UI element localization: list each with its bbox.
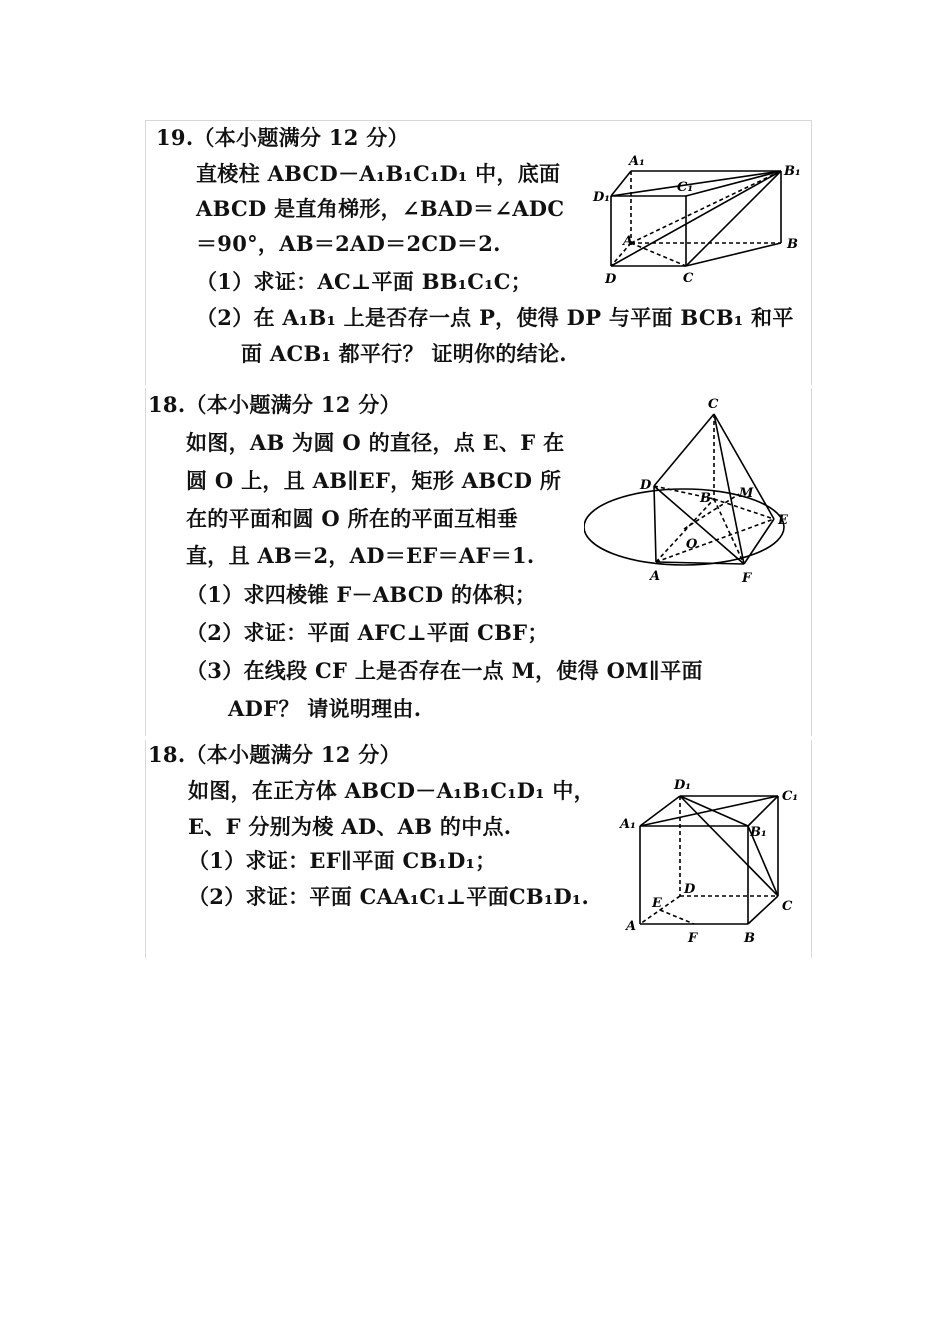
vertex-label: A bbox=[650, 569, 661, 584]
vertex-label: D₁ bbox=[593, 190, 610, 205]
vertex-label: A bbox=[626, 919, 637, 934]
cube-figure bbox=[618, 776, 808, 951]
vertex-label: F bbox=[742, 571, 752, 584]
vertex-label: C₁ bbox=[782, 789, 799, 804]
vertex-label: C bbox=[683, 271, 694, 286]
problem-18a-panel bbox=[145, 388, 812, 736]
vertex-label: C bbox=[708, 397, 719, 412]
vertex-label: D bbox=[684, 882, 696, 897]
problem-text-line: （1）求四棱锥 F－ABCD 的体积； bbox=[186, 582, 537, 607]
vertex-label: A₁ bbox=[629, 154, 645, 169]
problem-text-line: （2）求证：平面 AFC⊥平面 CBF； bbox=[186, 620, 549, 645]
prism-figure bbox=[591, 151, 806, 291]
problem-text-line: E、F 分别为棱 AD、AB 的中点. bbox=[188, 814, 512, 839]
vertex-label: B bbox=[787, 237, 798, 252]
problem-18b-panel bbox=[145, 740, 812, 958]
problem-text-line: （2）在 A₁B₁ 上是否存一点 P，使得 DP 与平面 BCB₁ 和平 bbox=[196, 305, 794, 330]
problem-header: 19.（本小题满分 12 分） bbox=[156, 125, 409, 150]
vertex-label: E bbox=[778, 513, 788, 528]
problem-text-line: 在的平面和圆 O 所在的平面互相垂 bbox=[186, 506, 519, 531]
problem-text-line: （1）求证：EF∥平面 CB₁D₁； bbox=[188, 848, 497, 873]
circle-pyramid-figure bbox=[584, 394, 806, 584]
vertex-label: A₁ bbox=[620, 817, 636, 832]
vertex-label: B bbox=[744, 931, 755, 946]
vertex-label: O bbox=[686, 537, 698, 552]
vertex-label: B₁ bbox=[750, 825, 767, 840]
problem-19-panel bbox=[145, 120, 812, 385]
problem-text-line: 直棱柱 ABCD－A₁B₁C₁D₁ 中，底面 bbox=[196, 161, 561, 186]
problem-text-line: 圆 O 上，且 AB∥EF，矩形 ABCD 所 bbox=[186, 468, 562, 493]
vertex-label: E bbox=[652, 896, 662, 911]
vertex-label: D bbox=[605, 272, 617, 287]
vertex-label: M bbox=[739, 486, 754, 501]
problem-header: 18.（本小题满分 12 分） bbox=[148, 392, 401, 417]
vertex-label: C bbox=[782, 899, 793, 914]
vertex-label: D₁ bbox=[674, 778, 691, 793]
problem-text-line: （3）在线段 CF 上是否存在一点 M，使得 OM∥平面 bbox=[186, 658, 703, 683]
problem-text-line: ABCD 是直角梯形，∠BAD＝∠ADC bbox=[196, 196, 565, 221]
vertex-label: C₁ bbox=[677, 180, 694, 195]
problem-text-line: ＝90°，AB＝2AD＝2CD＝2. bbox=[196, 231, 501, 256]
vertex-label: F bbox=[688, 931, 698, 946]
problem-text-line: （1）求证：AC⊥平面 BB₁C₁C； bbox=[196, 269, 533, 294]
problem-text-line: 如图，AB 为圆 O 的直径，点 E、F 在 bbox=[186, 430, 565, 455]
vertex-label: D bbox=[640, 478, 652, 493]
problem-text-line: ADF？ 请说明理由. bbox=[228, 696, 422, 721]
vertex-label: B₁ bbox=[784, 164, 801, 179]
problem-text-line: 直，且 AB＝2，AD＝EF＝AF＝1. bbox=[186, 543, 535, 568]
vertex-label: A bbox=[623, 234, 634, 249]
problem-header: 18.（本小题满分 12 分） bbox=[148, 742, 401, 767]
problem-text-line: （2）求证：平面 CAA₁C₁⊥平面CB₁D₁. bbox=[188, 884, 590, 909]
vertex-label: B bbox=[700, 491, 711, 506]
problem-text-line: 如图，在正方体 ABCD－A₁B₁C₁D₁ 中， bbox=[188, 778, 595, 803]
problem-text-line: 面 ACB₁ 都平行？ 证明你的结论. bbox=[241, 341, 567, 366]
